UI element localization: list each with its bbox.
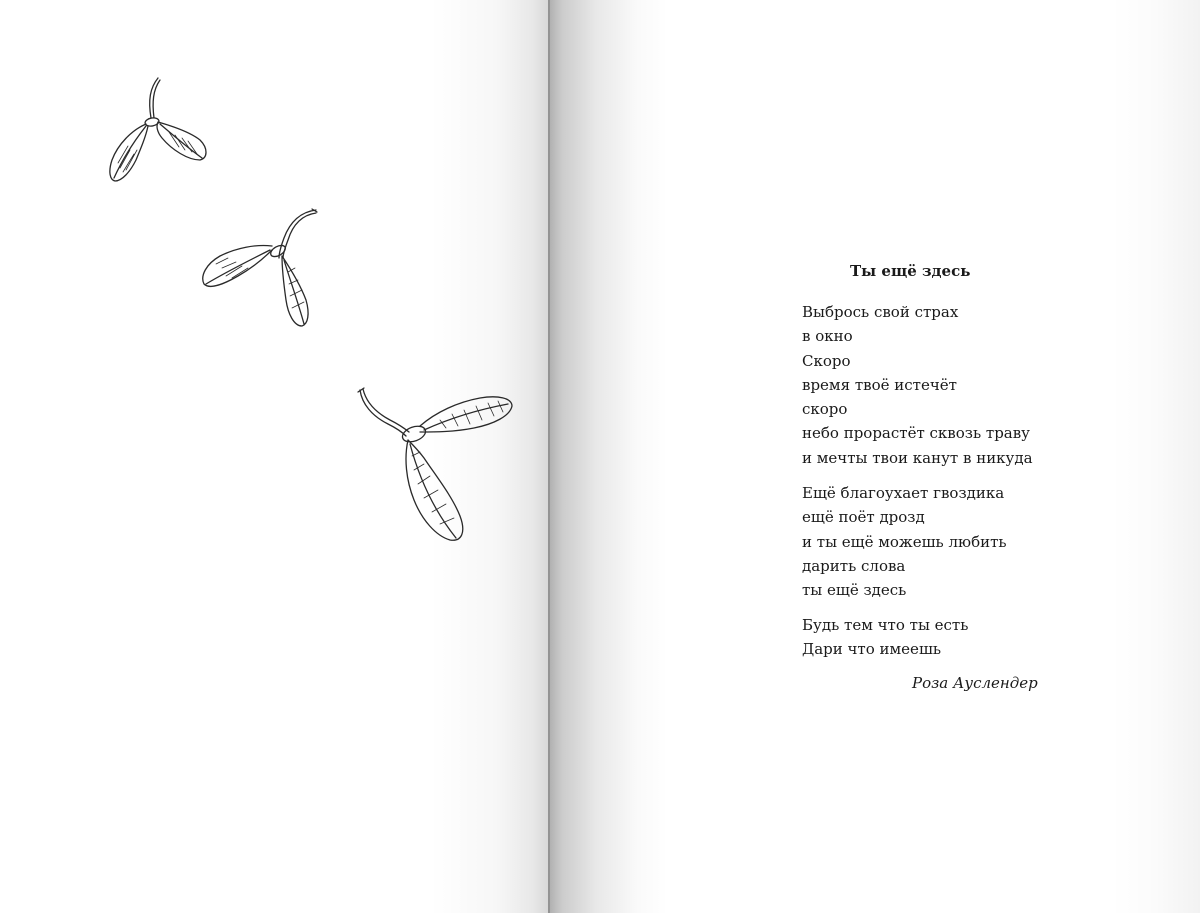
- poem-line: Будь тем что ты есть: [802, 616, 969, 634]
- poem-line: дарить слова: [802, 556, 906, 575]
- poem-line: небо прорастёт сквозь траву: [802, 424, 1031, 443]
- poem-title: Ты ещё здесь: [850, 262, 971, 280]
- poem-line: Ещё благоухает гвоздика: [802, 484, 1005, 502]
- stanza-1: [802, 300, 1033, 470]
- spine-shadow-left: [430, 0, 550, 913]
- poem-author: Роза Ауслендер: [912, 674, 1038, 692]
- poem-line: ещё поёт дрозд: [802, 508, 925, 527]
- poem-line: в окно: [802, 327, 853, 346]
- poem-line: скоро: [802, 400, 848, 419]
- stanza-3: [802, 613, 968, 662]
- poem-line: Дари что имеешь: [802, 640, 942, 659]
- page-edge-shadow: [1110, 0, 1200, 913]
- poem-line: Скоро: [802, 351, 851, 370]
- maple-seed-icon: [110, 78, 206, 181]
- stanza-2: [802, 481, 1007, 602]
- poem-line: и ты ещё можешь любить: [802, 532, 1007, 551]
- maple-seed-icon: [203, 209, 317, 326]
- spine-shadow-right: [548, 0, 668, 913]
- poem-line: и мечты твои канут в никуда: [802, 448, 1033, 467]
- poem-line: Выбрось свой страх: [802, 303, 959, 321]
- poem-line: ты ещё здесь: [802, 581, 907, 600]
- poem-line: время твоё истечёт: [802, 375, 957, 394]
